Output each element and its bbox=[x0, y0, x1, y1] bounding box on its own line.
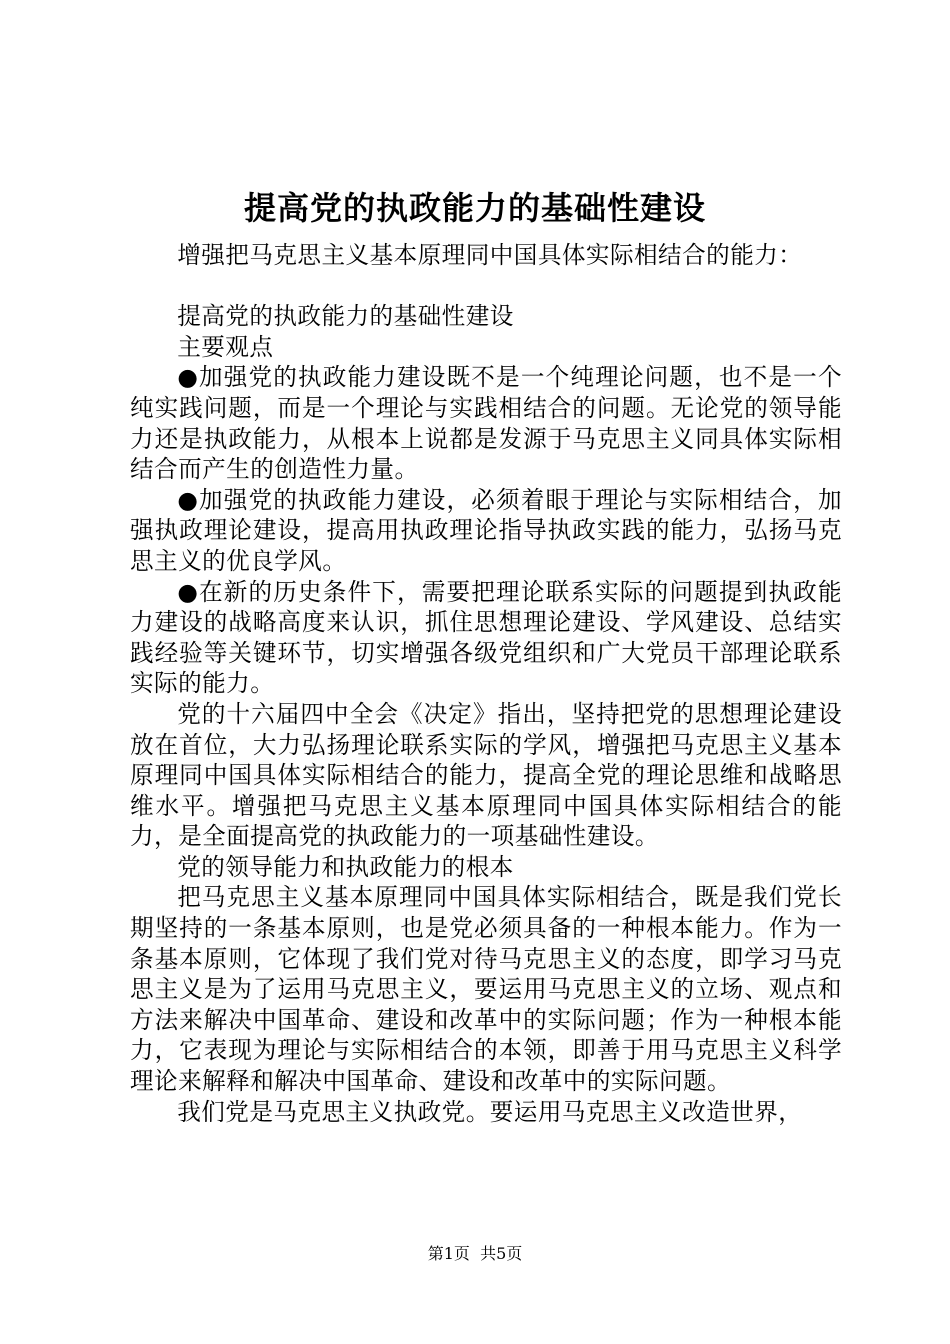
page-number: 第1页 bbox=[427, 1244, 470, 1263]
page-footer bbox=[0, 1243, 950, 1265]
paragraph: ●在新的历史条件下，需要把理论联系实际的问题提到执政能力建设的战略高度来认识，抓住思想理论建设、学风建设、总结实践经验等关键环节，切实增强各级党组织和广大党员干部理论联系实际的能力。 bbox=[130, 577, 842, 698]
paragraph: 党的领导能力和执政能力的根本 bbox=[177, 852, 514, 881]
footer-separator bbox=[470, 1244, 480, 1263]
paragraph: 党的十六届四中全会《决定》指出，坚持把党的思想理论建设放在首位，大力弘扬理论联系实际的学风，增强把马克思主义基本原理同中国具体实际相结合的能力，提高全党的理论思维和战略思维水平。增强把马克思主义基本原理同中国具体实际相结合的能力，是全面提高党的执政能力的一项基础性建设。 bbox=[130, 699, 842, 851]
paragraph: ●加强党的执政能力建设既不是一个纯理论问题，也不是一个纯实践问题，而是一个理论与实践相结合的问题。无论党的领导能力还是执政能力，从根本上说都是发源于马克思主义同具体实际相结合而产生的创造性力量。 bbox=[130, 363, 842, 484]
document-body bbox=[130, 240, 842, 1127]
paragraph: 增强把马克思主义基本原理同中国具体实际相结合的能力： bbox=[177, 241, 803, 269]
paragraph: 把马克思主义基本原理同中国具体实际相结合，既是我们党长期坚持的一条基本原则，也是党必须具备的一种根本能力。作为一条基本原则，它体现了我们党对待马克思主义的态度，即学习马克思主义是为了运用马克思主义，要运用马克思主义的立场、观点和方法来解决中国革命、建设和改革中的实际问题；作为一种根本能力，它表现为理论与实际相结合的本领，即善于用马克思主义科学理论来解释和解决中国革命、建设和改革中的实际问题。 bbox=[130, 883, 842, 1096]
paragraph: 主要观点 bbox=[177, 332, 274, 361]
paragraph: 提高党的执政能力的基础性建设 bbox=[177, 302, 514, 331]
page-total: 共5页 bbox=[480, 1244, 523, 1263]
document-title: 提高党的执政能力的基础性建设 bbox=[243, 189, 706, 227]
paragraph: 我们党是马克思主义执政党。要运用马克思主义改造世界， bbox=[177, 1097, 803, 1126]
paragraph: ●加强党的执政能力建设，必须着眼于理论与实际相结合，加强执政理论建设，提高用执政理论指导执政实践的能力，弘扬马克思主义的优良学风。 bbox=[130, 485, 842, 575]
